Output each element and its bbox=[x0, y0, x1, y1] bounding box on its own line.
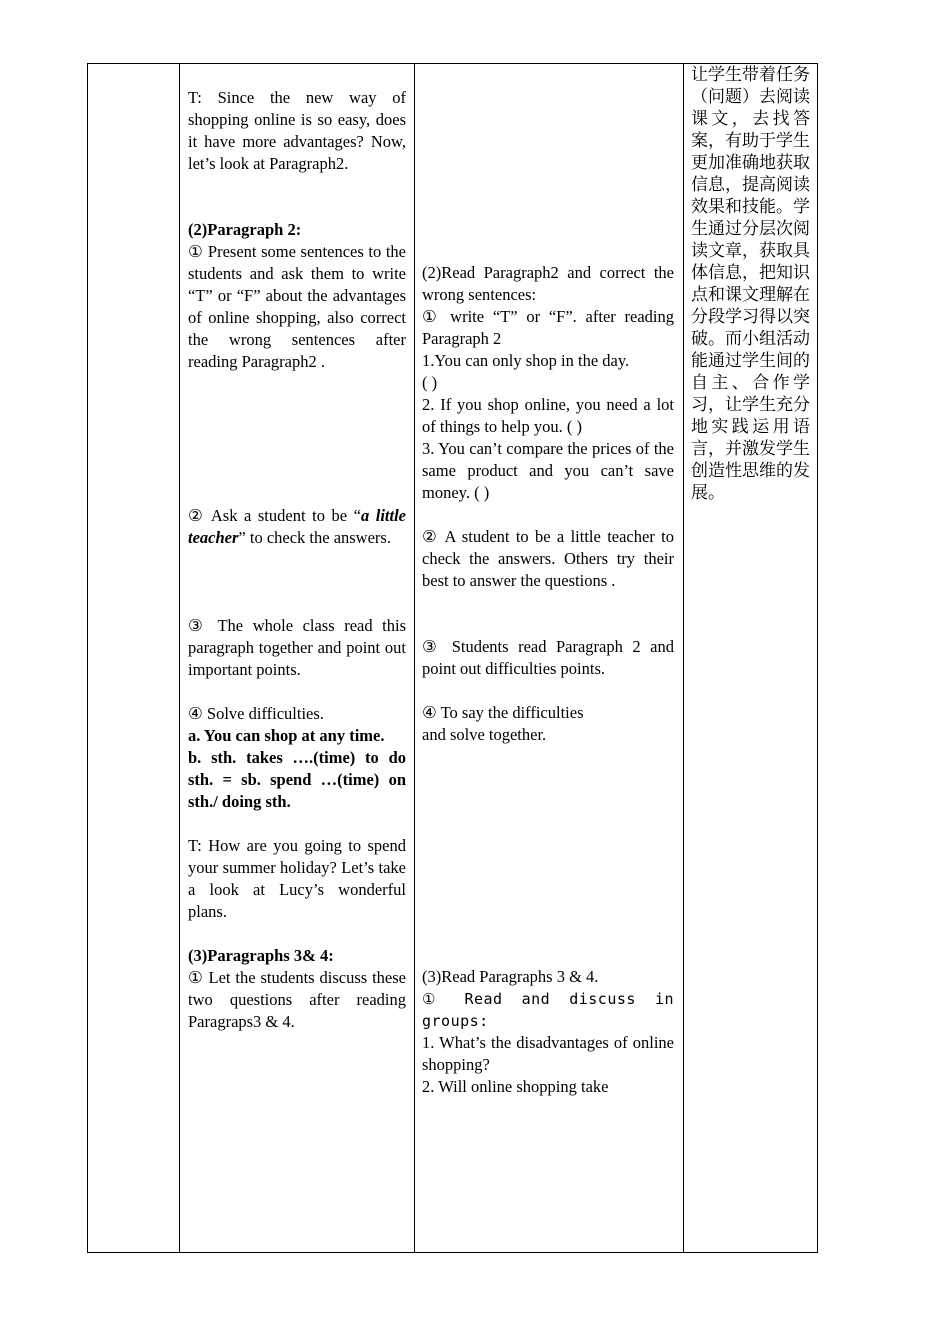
teacher-p2-step3: ③ The whole class read this paragraph together and point out important points. bbox=[188, 616, 406, 679]
teacher-intro: T: Since the new way of shopping online is so easy, does it have more advantages? Now, let’s look at Paragraph2. bbox=[188, 88, 406, 173]
student-activity-cell bbox=[422, 262, 674, 1098]
question-2: 2. If you shop online, you need a lot of things to help you. ( ) bbox=[422, 395, 674, 436]
p34-question-2: 2. Will online shopping take bbox=[422, 1077, 609, 1096]
paragraph34-heading: (3)Paragraphs 3& 4: bbox=[188, 946, 334, 965]
design-purpose-text: 让学生带着任务（问题）去阅读课文，去找答案，有助于学生更加准确地获取信息，提高阅读效果和技能。学生通过分层次阅读文章，获取具体信息，把知识点和课文理解在分段学习得以突破。而小组活动能通过学生间的自主、合作学习，让学生充分地实践运用语言，并激发学生创造性思维的发展。 bbox=[691, 65, 810, 503]
column-divider bbox=[179, 63, 180, 1253]
student-p2-step2: ② A student to be a little teacher to check the answers. Others try their best to answer the questions . bbox=[422, 527, 674, 590]
column-divider bbox=[683, 63, 684, 1253]
paragraph2-heading: (2)Paragraph 2: bbox=[188, 220, 302, 239]
student-p2-step3: ③ Students read Paragraph 2 and point out difficulties points. bbox=[422, 637, 674, 678]
student-p2-step4-a: ④ To say the difficulties bbox=[422, 703, 584, 722]
teacher-p34-step1: ① Let the students discuss these two questions after reading Paragraps3 & 4. bbox=[188, 968, 406, 1031]
question-3: 3. You can’t compare the prices of the same product and you can’t save money. ( ) bbox=[422, 439, 674, 502]
teacher-p2-step4: ④ Solve difficulties. bbox=[188, 704, 324, 723]
teacher-activity-cell bbox=[188, 87, 406, 1033]
student-p34-title: (3)Read Paragraphs 3 & 4. bbox=[422, 967, 599, 986]
column-divider bbox=[414, 63, 415, 1253]
student-p2-step4-b: and solve together. bbox=[422, 725, 547, 744]
p34-question-1: 1. What’s the disadvantages of online shopping? bbox=[422, 1033, 674, 1074]
point-a: a. You can shop at any time. bbox=[188, 726, 385, 745]
point-b: b. sth. takes ….(time) to do sth. = sb. spend …(time) on sth./ doing sth. bbox=[188, 748, 406, 811]
student-p34-step1: ① Read and discuss in groups: bbox=[422, 990, 674, 1030]
question-1-blank: ( ) bbox=[422, 373, 438, 392]
teacher-p2-step1: ① Present some sentences to the students and ask them to write “T” or “F” about the advantages of online shopping, also correct the wrong sentences after reading Paragraph2 . bbox=[188, 242, 406, 371]
teacher-p2-step2: ② Ask a student to be “a little teacher” to check the answers. bbox=[188, 506, 407, 547]
design-purpose-cell bbox=[691, 64, 810, 504]
question-1: 1.You can only shop in the day. bbox=[422, 351, 630, 370]
student-p2-title: (2)Read Paragraph2 and correct the wrong sentences: bbox=[422, 263, 674, 304]
student-p2-step1: ① write “T” or “F”. after reading Paragraph 2 bbox=[422, 307, 674, 348]
teacher-transition: T: How are you going to spend your summer holiday? Let’s take a look at Lucy’s wonderful plans. bbox=[188, 836, 406, 921]
